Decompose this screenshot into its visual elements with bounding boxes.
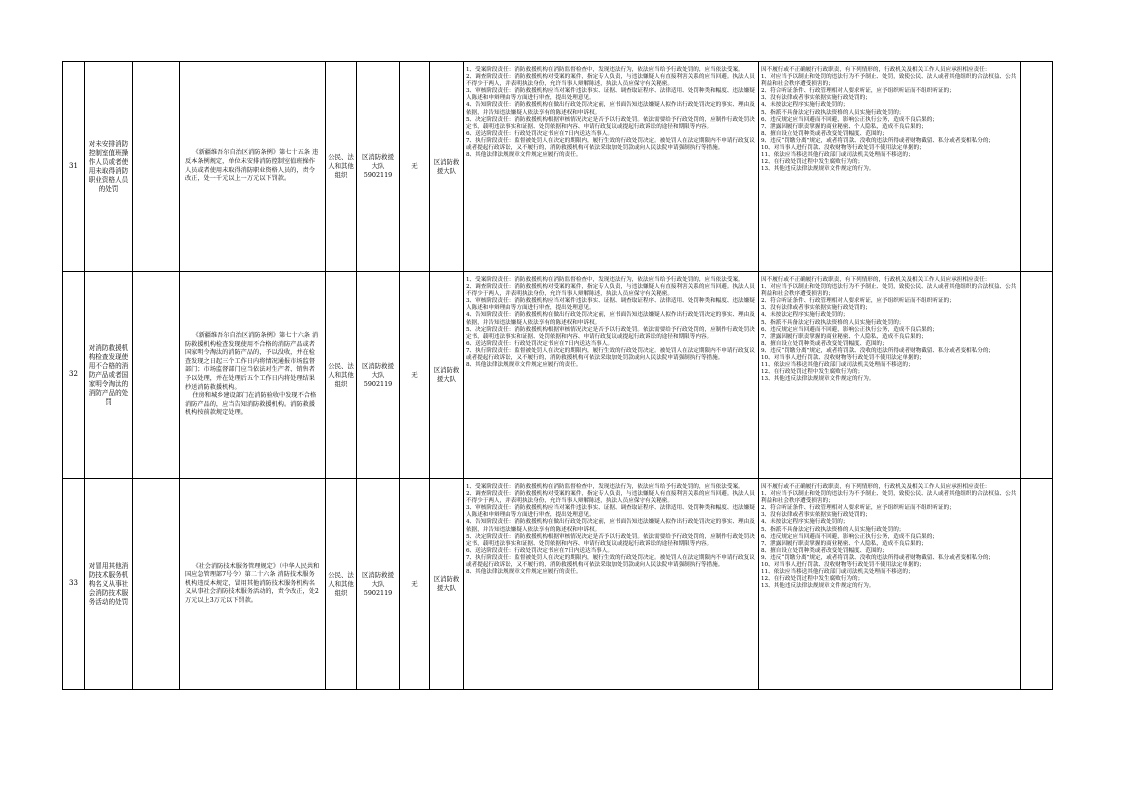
accountability-item: 11、依法应当移送其他行政部门或司法机关处理而不移送的； (761, 569, 914, 576)
other-column: 无 (400, 479, 430, 690)
responsible-department: 区消防救援大队5902119 (357, 272, 400, 479)
accountability-item: 5、指派不具备法定行政执法资格的人员实施行政处罚的； (761, 319, 905, 326)
accountability-list (759, 62, 1021, 272)
item-name: 对未安排消防控制室值班操作人员或者使用未取得消防职业资格人员的处罚 (85, 62, 133, 272)
duty-item: 2、调查阶段责任：消防救援机构对受案的案件，指定专人负责，与违法嫌疑人有直接利害关系的应当回避。执法人员不得少于两人，并表明执法身份，允许当事人辩解陈述，执法人员应保守有关秘密。 (466, 284, 755, 298)
accountability-item: 6、违反规定应当回避而不回避，影响公正执行公务，造成不良后果的； (761, 533, 938, 540)
duty-item: 1、受案阶段责任：消防救援机构在消防监督检查中，发现违法行为，依法应当给予行政处罚的，应当依法受案。 (466, 484, 744, 490)
implementing-unit: 区消防救援大队 (430, 479, 464, 690)
accountability-item: 10、对当事人进行罚款、没收财物等行政处罚不使用法定单据的； (761, 355, 925, 362)
table-row (63, 62, 1053, 272)
duty-item: 3、审核阶段责任：消防救援机构应当对案件违法事实、证据、调查取证程序、法律适用、处罚种类和幅度、违法嫌疑人陈述和申辩理由等方面进行审查，提出处理意见。 (466, 88, 755, 102)
duty-item: 6、送达阶段责任：行政处罚决定书应在7日内送达当事人。 (466, 547, 613, 554)
duty-item: 6、送达阶段责任：行政处罚决定书应在7日内送达当事人。 (466, 340, 613, 347)
accountability-item: 11、依法应当移送其他行政部门或司法机关处理而不移送的； (761, 362, 914, 369)
accountability-item: 1、对应当予以制止和处罚的违法行为不予制止、处罚，致使公民、法人或者其他组织的合法权益、公共利益和社会秩序遭受损害的； (761, 491, 1017, 505)
accountability-item: 13、其他违反法律法规规章文件规定的行为。 (761, 583, 875, 590)
implementing-unit: 区消防救援大队 (430, 62, 464, 272)
accountability-item: 5、指派不具备法定行政执法资格的人员实施行政处罚的； (761, 109, 905, 116)
accountability-item: 2、符合听证条件、行政管理相对人要求听证，应予组织听证而不组织听证的； (761, 88, 955, 95)
accountability-item: 6、违反规定应当回避而不回避，影响公正执行公务，造成不良后果的； (761, 326, 938, 333)
penalty-subject: 公民、法人和其他组织 (326, 62, 357, 272)
duty-item: 1、受案阶段责任：消防救援机构在消防监督检查中，发现违法行为，依法应当给予行政处罚的，应当依法受案。 (466, 67, 744, 73)
responsible-department: 区消防救援大队5902119 (357, 479, 400, 690)
accountability-item: 9、违反“罚缴分离”规定，或者将罚款、没收的违法所得或者财物截留、私分或者变相私分的； (761, 137, 995, 144)
item-number: 33 (63, 479, 85, 690)
accountability-item: 3、没有法律或者事实依据实施行政处罚的； (761, 512, 871, 519)
duty-item: 2、调查阶段责任：消防救援机构对受案的案件，指定专人负责，与违法嫌疑人有直接利害关系的应当回避。执法人员不得少于两人，并表明执法身份，允许当事人辩解陈述，执法人员应保守有关秘密。 (466, 491, 755, 505)
accountability-item: 1、对应当予以制止和处罚的违法行为不予制止、处罚，致使公民、法人或者其他组织的合法权益、公共利益和社会秩序遭受损害的； (761, 284, 1017, 298)
legal-basis (180, 62, 326, 272)
accountability-item: 12、在行政处罚过程中发生腐败行为的； (761, 159, 864, 166)
accountability-item: 7、泄露因履行职责掌握的商业秘密、个人隐私，造成不良后果的； (761, 540, 927, 547)
accountability-item: 2、符合听证条件、行政管理相对人要求听证，应予组织听证而不组织听证的； (761, 298, 955, 305)
empty-cell (133, 272, 180, 479)
accountability-item: 12、在行政处罚过程中发生腐败行为的； (761, 576, 864, 583)
duty-item: 4、告知阶段责任：消防救援机构在做出行政处罚决定前，应书面告知违法嫌疑人拟作出行政处罚决定的事实、理由及依据，并告知违法嫌疑人依法享有的陈述权和申诉权。 (466, 312, 755, 326)
duty-item: 8、其他法律法规规章文件规定应履行的责任。 (466, 362, 582, 369)
accountability-item: 13、其他违反法律法规规章文件规定的行为。 (761, 166, 875, 173)
accountability-item: 因不履行或不正确履行行政职责，有下列情形的，行政机关及相关工作人员应承担相应责任： (761, 67, 991, 73)
legal-basis-paragraph: 《社会消防技术服务管理规定》（中华人民共和国应急管理部7号令）第二十六条 消防技术服务机构违反本规定，冒用其他消防技术服务机构名义从事社会消防技术服务活动的，责令改正，处2万元以上3万元以下罚款。 (185, 562, 320, 604)
administrative-penalty-table (62, 61, 1053, 690)
duty-item: 7、执行阶段责任：监督被处罚人在决定的期限内，履行生效的行政处罚决定。被处罚人在法定期限内不申请行政复议或者提起行政诉讼，又不履行的，消防救援机构可依法采取加处罚款或向人民法院申请强制执行等措施。 (466, 347, 755, 362)
accountability-item: 11、依法应当移送其他行政部门或司法机关处理而不移送的； (761, 152, 914, 159)
accountability-item: 7、泄露因履行职责掌握的商业秘密、个人隐私，造成不良后果的； (761, 333, 927, 340)
responsibility-list (464, 272, 759, 479)
duty-item: 4、告知阶段责任：消防救援机构在做出行政处罚决定前，应书面告知违法嫌疑人拟作出行政处罚决定的事实、理由及依据，并告知违法嫌疑人依法享有的陈述权和申诉权。 (466, 519, 755, 533)
empty-cell (133, 62, 180, 272)
remarks-cell (1021, 272, 1053, 479)
accountability-item: 3、没有法律或者事实依据实施行政处罚的； (761, 95, 871, 102)
responsibility-list (464, 62, 759, 272)
accountability-item: 因不履行或不正确履行行政职责，有下列情形的，行政机关及相关工作人员应承担相应责任： (761, 484, 991, 490)
duty-item: 3、审核阶段责任：消防救援机构应当对案件违法事实、证据、调查取证程序、法律适用、处罚种类和幅度、违法嫌疑人陈述和申辩理由等方面进行审查，提出处理意见。 (466, 298, 755, 312)
duty-item: 5、决定阶段责任：消防救援机构根据审核情况决定是否予以行政处罚。依法需要给予行政处罚的，应制作行政处罚决定书，载明违法事实和证据、处罚依据和内容、申请行政复议或提起行政诉讼的途径和期限等内容。 (466, 326, 755, 340)
other-column: 无 (400, 62, 430, 272)
duty-item: 3、审核阶段责任：消防救援机构应当对案件违法事实、证据、调查取证程序、法律适用、处罚种类和幅度、违法嫌疑人陈述和申辩理由等方面进行审查，提出处理意见。 (466, 505, 755, 519)
legal-basis-paragraph: 《新疆维吾尔自治区消防条例》第七十六条 消防救援机构检查发现使用不合格的消防产品或者国家明令淘汰的消防产品的，予以没收，并在检查发现之日起三个工作日内将情况通报市场监督部门；市场监督部门应当依法对生产者、销售者予以处理，并在处理后五个工作日内将处理结果抄送消防救援机构。 (185, 332, 319, 391)
table-row (63, 479, 1053, 690)
item-number: 32 (63, 272, 85, 479)
duty-item: 5、决定阶段责任：消防救援机构根据审核情况决定是否予以行政处罚。依法需要给予行政处罚的，应制作行政处罚决定书，载明违法事实和证据、处罚依据和内容、申请行政复议或提起行政诉讼的途径和期限等内容。 (466, 116, 755, 130)
accountability-item: 2、符合听证条件、行政管理相对人要求听证，应予组织听证而不组织听证的； (761, 505, 955, 512)
accountability-item: 4、未按法定程序实施行政处罚的； (761, 312, 849, 319)
accountability-item: 12、在行政处罚过程中发生腐败行为的； (761, 369, 864, 376)
accountability-item: 3、没有法律或者事实依据实施行政处罚的； (761, 305, 871, 312)
accountability-item: 1、对应当予以制止和处罚的违法行为不予制止、处罚，致使公民、法人或者其他组织的合法权益、公共利益和社会秩序遭受损害的； (761, 74, 1017, 88)
penalty-subject: 公民、法人和其他组织 (326, 272, 357, 479)
accountability-item: 4、未按法定程序实施行政处罚的； (761, 102, 849, 109)
accountability-item: 9、违反“罚缴分离”规定，或者将罚款、没收的违法所得或者财物截留、私分或者变相私分的； (761, 347, 995, 354)
item-name: 对消防救援机构检查发现使用不合格的消防产品或者国家明令淘汰的消防产品的处罚 (85, 272, 133, 479)
accountability-item: 5、指派不具备法定行政执法资格的人员实施行政处罚的； (761, 526, 905, 533)
accountability-list (759, 479, 1021, 690)
accountability-item: 10、对当事人进行罚款、没收财物等行政处罚不使用法定单据的； (761, 145, 925, 152)
implementing-unit: 区消防救援大队 (430, 272, 464, 479)
accountability-list (759, 272, 1021, 479)
legal-basis (180, 479, 326, 690)
remarks-cell (1021, 479, 1053, 690)
table-row (63, 272, 1053, 479)
legal-basis (180, 272, 326, 479)
accountability-item: 4、未按法定程序实施行政处罚的； (761, 519, 849, 526)
duty-item: 8、其他法律法规规章文件规定应履行的责任。 (466, 152, 582, 159)
accountability-item: 7、泄露因履行职责掌握的商业秘密、个人隐私，造成不良后果的； (761, 123, 927, 130)
duty-item: 5、决定阶段责任：消防救援机构根据审核情况决定是否予以行政处罚。依法需要给予行政处罚的，应制作行政处罚决定书，载明违法事实和证据、处罚依据和内容、申请行政复议或提起行政诉讼的途径和期限等内容。 (466, 533, 755, 547)
legal-basis-paragraph: 住房和城乡建设部门在消防验收中发现不合格消防产品的，应当告知消防救援机构。消防救援机构按前款规定处理。 (185, 392, 317, 417)
duty-item: 2、调查阶段责任：消防救援机构对受案的案件，指定专人负责，与违法嫌疑人有直接利害关系的应当回避。执法人员不得少于两人，并表明执法身份，允许当事人辩解陈述，执法人员应保守有关秘密。 (466, 74, 755, 88)
penalty-subject: 公民、法人和其他组织 (326, 479, 357, 690)
duty-item: 4、告知阶段责任：消防救援机构在做出行政处罚决定前，应书面告知违法嫌疑人拟作出行政处罚决定的事实、理由及依据，并告知违法嫌疑人依法享有的陈述权和申诉权。 (466, 102, 755, 116)
accountability-item: 6、违反规定应当回避而不回避，影响公正执行公务，造成不良后果的； (761, 116, 938, 123)
duty-item: 6、送达阶段责任：行政处罚决定书应在7日内送达当事人。 (466, 130, 613, 137)
accountability-item: 13、其他违反法律法规规章文件规定的行为。 (761, 376, 875, 383)
duty-item: 7、执行阶段责任：监督被处罚人在决定的期限内，履行生效的行政处罚决定。被处罚人在法定期限内不申请行政复议或者提起行政诉讼，又不履行的，消防救援机构可依法采取加处罚款或向人民法院申请强制执行等措施。 (466, 554, 755, 569)
duty-item: 8、其他法律法规规章文件规定应履行的责任。 (466, 569, 582, 576)
other-column: 无 (400, 272, 430, 479)
accountability-item: 10、对当事人进行罚款、没收财物等行政处罚不使用法定单据的； (761, 562, 925, 569)
remarks-cell (1021, 62, 1053, 272)
item-number: 31 (63, 62, 85, 272)
empty-cell (133, 479, 180, 690)
duty-item: 1、受案阶段责任：消防救援机构在消防监督检查中，发现违法行为，依法应当给予行政处罚的，应当依法受案。 (466, 277, 744, 283)
accountability-item: 因不履行或不正确履行行政职责，有下列情形的，行政机关及相关工作人员应承担相应责任： (761, 277, 991, 283)
responsible-department: 区消防救援大队5902119 (357, 62, 400, 272)
accountability-item: 9、违反“罚缴分离”规定，或者将罚款、没收的违法所得或者财物截留、私分或者变相私分的； (761, 554, 995, 561)
item-name: 对冒用其他消防技术服务机构名义从事社会消防技术服务活动的处罚 (85, 479, 133, 690)
accountability-item: 8、擅自设立处罚种类或者改变处罚幅度、范围的； (761, 547, 888, 554)
responsibility-list (464, 479, 759, 690)
duty-item: 7、执行阶段责任：监督被处罚人在决定的期限内，履行生效的行政处罚决定。被处罚人在法定期限内不申请行政复议或者提起行政诉讼，又不履行的，消防救援机构可依法采取加处罚款或向人民法院申请强制执行等措施。 (466, 137, 755, 152)
legal-basis-paragraph: 《新疆维吾尔自治区消防条例》第七十五条 违反本条例规定，单位未安排消防控制室值班操作人员或者使用未取得消防职业资格人员的，责令改正，处一千元以上一万元以下罚款。 (185, 149, 319, 183)
accountability-item: 8、擅自设立处罚种类或者改变处罚幅度、范围的； (761, 130, 888, 137)
accountability-item: 8、擅自设立处罚种类或者改变处罚幅度、范围的； (761, 340, 888, 347)
